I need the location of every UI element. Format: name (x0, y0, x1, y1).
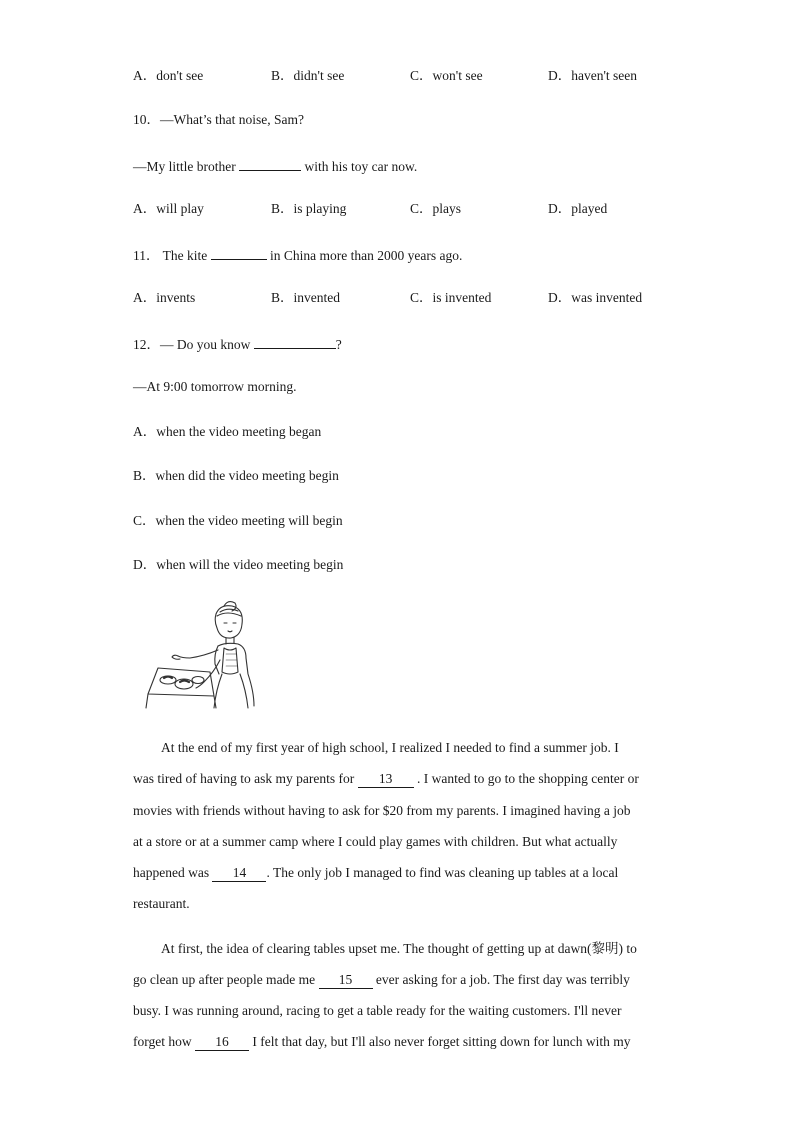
option-letter: A． (133, 290, 157, 305)
question-number: 11． (133, 248, 160, 263)
q12-option-b[interactable] (133, 467, 339, 485)
option-letter: A． (133, 68, 157, 83)
q12-answer-line: —At 9:00 tomorrow morning. (133, 379, 297, 394)
passage-p2-line2 (133, 971, 630, 989)
q10-option-d[interactable] (548, 200, 607, 218)
text-segment: forget how (133, 1034, 192, 1049)
q9-option-b[interactable] (271, 67, 344, 85)
text-segment: I felt that day, but I'll also never forget sitting down for lunch with my (252, 1034, 631, 1049)
passage-p2-line3: busy. I was running around, racing to get a table ready for the waiting customers. I'll never (133, 1003, 622, 1018)
option-text: plays (432, 201, 462, 216)
left-arm (178, 650, 218, 658)
option-letter: B． (271, 68, 294, 83)
option-letter: C． (410, 201, 433, 216)
question-number: 10． (133, 112, 160, 127)
cup-icon (192, 677, 204, 684)
q11-option-d[interactable] (548, 289, 642, 307)
blank-16[interactable]: 16 (195, 1034, 249, 1051)
sentence-start: The kite (162, 248, 208, 263)
text-segment: happened was (133, 865, 210, 880)
option-letter: B． (271, 290, 294, 305)
q12-option-a[interactable] (133, 423, 321, 441)
question-text: —What’s that noise, Sam? (160, 112, 304, 127)
passage-p1-line6: restaurant. (133, 896, 190, 911)
sentence-start: —My little brother (133, 159, 236, 174)
passage-p1-line2 (133, 770, 639, 788)
q11-sentence (133, 245, 462, 265)
q9-option-a[interactable] (133, 67, 203, 85)
sentence-start: — Do you know (160, 337, 251, 352)
option-text: haven't seen (571, 68, 638, 83)
q9-option-d[interactable] (548, 67, 637, 85)
q10-option-b[interactable] (271, 200, 346, 218)
passage-p2-line1: At first, the idea of clearing tables upset me. The thought of getting up at dawn(黎明) to (161, 941, 637, 956)
sentence-end: in China more than 2000 years ago. (270, 248, 463, 263)
question-number: 12． (133, 337, 160, 352)
q12-sentence (133, 334, 342, 354)
answer-blank[interactable] (254, 334, 336, 349)
waitress-illustration (140, 598, 255, 710)
answer-blank[interactable] (239, 156, 301, 171)
text-segment: ever asking for a job. The first day was terribly (375, 972, 630, 987)
option-letter: C． (410, 68, 433, 83)
option-text: when will the video meeting begin (156, 557, 344, 572)
option-letter: D． (133, 557, 157, 572)
q10-option-a[interactable] (133, 200, 204, 218)
option-text: didn't see (293, 68, 345, 83)
text-segment: was tired of having to ask my parents for (133, 771, 355, 786)
q11-option-b[interactable] (271, 289, 340, 307)
sentence-end: with his toy car now. (304, 159, 418, 174)
option-text: is invented (432, 290, 492, 305)
apron (222, 648, 238, 674)
q10-prompt (133, 111, 304, 129)
passage-p1-line3: movies with friends without having to ask for $20 from my parents. I imagined having a job (133, 803, 631, 818)
text-segment: . I wanted to go to the shopping center or (416, 771, 639, 786)
q11-option-a[interactable] (133, 289, 195, 307)
option-letter: D． (548, 68, 572, 83)
option-letter: A． (133, 201, 157, 216)
q12-option-d[interactable] (133, 556, 343, 574)
option-text: will play (156, 201, 204, 216)
blank-15[interactable]: 15 (319, 972, 373, 989)
q12-option-c[interactable] (133, 512, 343, 530)
option-text: was invented (571, 290, 643, 305)
option-text: don't see (156, 68, 204, 83)
answer-blank[interactable] (211, 245, 267, 260)
text-segment: go clean up after people made me (133, 972, 316, 987)
option-letter: A． (133, 424, 157, 439)
text-segment: . The only job I managed to find was cleaning up tables at a local (266, 865, 619, 880)
blank-14[interactable]: 14 (212, 865, 266, 882)
passage-p2-line4 (133, 1033, 630, 1051)
q11-option-c[interactable] (410, 289, 491, 307)
option-text: won't see (432, 68, 483, 83)
option-letter: C． (133, 513, 156, 528)
option-text: when did the video meeting begin (155, 468, 339, 483)
option-letter: B． (133, 468, 156, 483)
option-letter: D． (548, 290, 572, 305)
option-text: when the video meeting will begin (155, 513, 343, 528)
option-text: when the video meeting began (156, 424, 322, 439)
passage-p1-line1: At the end of my first year of high school, I realized I needed to find a summer job. I (161, 740, 619, 755)
q9-option-c[interactable] (410, 67, 483, 85)
option-text: played (571, 201, 608, 216)
option-letter: B． (271, 201, 294, 216)
option-letter: C． (410, 290, 433, 305)
option-text: is playing (293, 201, 347, 216)
option-text: invented (293, 290, 341, 305)
q10-sentence (133, 156, 417, 176)
sentence-end: ? (335, 337, 342, 352)
option-text: invents (156, 290, 196, 305)
option-letter: D． (548, 201, 572, 216)
blank-13[interactable]: 13 (358, 771, 414, 788)
passage-p1-line5 (133, 864, 618, 882)
q10-option-c[interactable] (410, 200, 461, 218)
passage-p1-line4: at a store or at a summer camp where I could play games with children. But what actually (133, 834, 618, 849)
